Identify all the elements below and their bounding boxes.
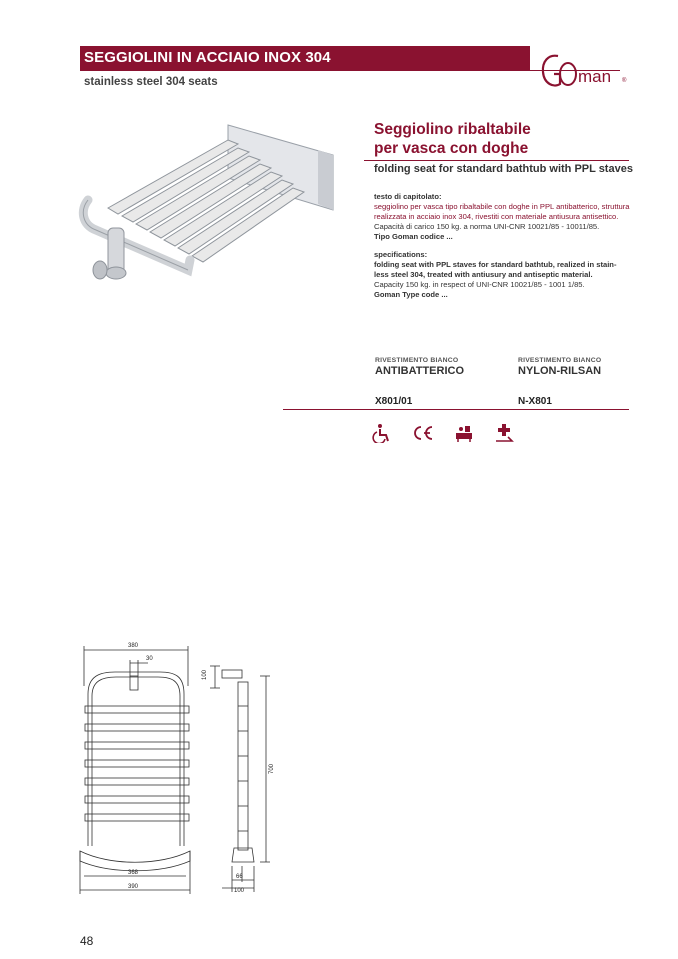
spec-en-line: folding seat with PPL staves for standard bathtub, realized in stain-	[374, 260, 617, 269]
page-number: 48	[80, 934, 94, 948]
spec-it-line: Capacità di carico 150 kg. a norma UNI-CNR 10021/85 - 10011/85.	[374, 222, 600, 231]
spec-it-heading: testo di capitolato:	[374, 192, 442, 201]
bathtub-icon	[453, 423, 475, 443]
product-photo	[78, 100, 353, 295]
title-divider	[364, 160, 629, 161]
svg-text:man: man	[578, 67, 612, 86]
dim-side-bottom-outer: 100	[234, 888, 245, 894]
variant-column-nylon	[518, 357, 601, 377]
dim-front-width-base: 390	[128, 884, 139, 890]
spec-it-line: seggiolino per vasca tipo ribaltabile con doghe in PPL antibatterico, struttura	[374, 202, 630, 211]
dim-side-bottom-inner: 66	[236, 874, 243, 880]
ce-mark-icon	[412, 423, 434, 443]
dim-side-top: 100	[202, 669, 208, 680]
product-code: X801/01	[375, 396, 413, 407]
technical-drawing	[70, 636, 290, 896]
variant-label-main: NYLON-RILSAN	[518, 365, 602, 377]
spec-en-line: Capacity 150 kg. in respect of UNI-CNR 10021/85 - 1001 1/85.	[374, 280, 585, 289]
spec-en-code-label: Goman Type code ...	[374, 290, 448, 299]
dim-front-width-total: 380	[128, 643, 139, 649]
page-title: SEGGIOLINI IN ACCIAIO INOX 304	[84, 49, 331, 66]
dim-front-width-inner: 368	[128, 870, 139, 876]
spec-it-code-label: Tipo Goman codice ...	[374, 232, 453, 241]
variant-label-main: ANTIBATTERICO	[375, 365, 465, 377]
page-subtitle: stainless steel 304 seats	[84, 76, 218, 88]
specifications-block	[374, 192, 634, 300]
product-title-line1: Seggiolino ribaltabile	[374, 121, 531, 138]
wheelchair-icon	[372, 423, 394, 443]
product-subtitle: folding seat for standard bathtub with PPL staves	[374, 163, 633, 175]
dim-side-height: 700	[269, 763, 275, 774]
spec-en-heading: specifications:	[374, 250, 428, 259]
header-divider	[80, 70, 620, 71]
medical-cross-icon	[493, 423, 515, 443]
variant-label-top: RIVESTIMENTO BIANCO	[375, 357, 459, 364]
product-title	[374, 120, 634, 158]
certification-icons	[372, 423, 529, 445]
svg-text:®: ®	[622, 78, 627, 84]
variant-column-antibacterial	[375, 357, 464, 377]
product-title-line2: per vasca con doghe	[374, 140, 529, 157]
dim-front-bracket: 30	[146, 656, 153, 662]
product-code: N-X801	[518, 396, 552, 407]
brand-logo	[540, 46, 635, 94]
variant-label-top: RIVESTIMENTO BIANCO	[518, 357, 602, 364]
codes-divider	[283, 409, 629, 410]
spec-en-line: less steel 304, treated with antiusury and antiseptic material.	[374, 270, 593, 279]
spec-it-line: realizzata in acciaio inox 304, rivestiti con materiale antiusura antisettico.	[374, 212, 619, 221]
